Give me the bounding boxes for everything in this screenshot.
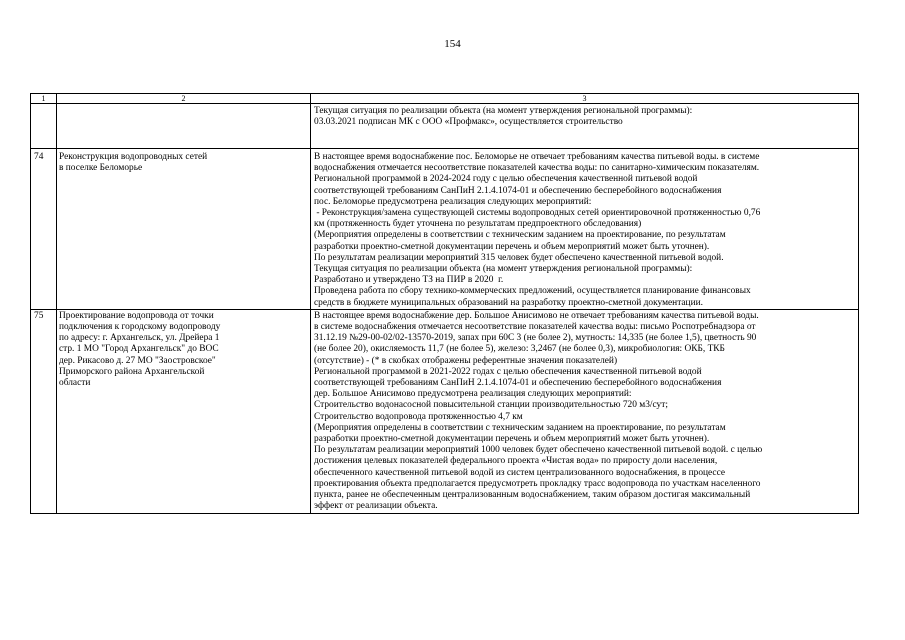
description-line: эффект от реализации объекта. (314, 501, 438, 512)
column-number-1: 1 (31, 94, 57, 104)
continuation-desc-cell (311, 104, 859, 149)
column-number-2: 2 (57, 94, 311, 104)
description-line: км (протяженность будет уточнена по результатам предпроектного обследования) (314, 219, 642, 230)
column-number-3: 3 (311, 94, 859, 104)
page-number: 154 (444, 38, 461, 50)
description-line: средств в бюджете муниципальных образований на разработку проектно-сметной документации. (314, 297, 703, 308)
description-line: Текущая ситуация по реализации объекта (на момент утверждения региональной программы): (314, 264, 693, 275)
description-line: (отсутствие) - (* в скобках отображены референтные значения показателей) (314, 355, 618, 366)
description-line: - Реконструкция/замена существующей системы водопроводных сетей ориентировочной протяженностью 0,76 (314, 208, 761, 219)
description-line: Региональной программой в 2021-2022 годах с целью обеспечения качественной питьевой водой (314, 366, 702, 377)
continuation-name-cell (57, 104, 311, 149)
object-name-line: дер. Рикасово д. 27 МО "Заостровское" (59, 355, 216, 366)
object-name-line: стр. 1 МО "Город Архангельск" до ВОС (59, 344, 219, 355)
object-name-line: Реконструкция водопроводных сетей (59, 152, 208, 162)
description-line: Проведена работа по сбору технико-коммерческих предложений, осуществляется планирование финансовых (314, 286, 751, 297)
description-line: водоснабжения отмечается несоответствие показателей качества воды: по санитарно-химическим показателям. (314, 163, 760, 174)
description-line: (Мероприятия определены в соответствии с техническим заданием на проектирование, по результатам (314, 422, 726, 433)
description-line: пункта, ранее не обеспеченным централизованным водоснабжением, таким образом достигая максимальный (314, 490, 751, 501)
table-row-75 (31, 309, 859, 513)
continuation-line: Текущая ситуация по реализации объекта (на момент утверждения региональной программы): (314, 106, 693, 116)
description-line: В настоящее время водоснабжение дер. Большое Анисимово не отвечает требованиям качества питьевой воды. (314, 310, 759, 321)
description-line: (не более 20), окисляемость 11,7 (не более 5), железо: 3,2467 (не более 0,3), микробиология: ОКБ, ТКБ (314, 344, 725, 355)
object-name (57, 149, 311, 310)
object-name-line: подключения к городскому водопроводу (59, 322, 221, 333)
object-name-line: области (59, 378, 91, 389)
object-name-line: по адресу: г. Архангельск, ул. Дрейера 1 (59, 333, 220, 344)
description-line: В настоящее время водоснабжение пос. Беломорье не отвечает требованиям качества питьевой воды. в системе (314, 152, 760, 162)
description-line: соответствующей требованиям СанПиН 2.1.4.1074-01 и обеспечению бесперебойного водоснабжения (314, 185, 722, 196)
description-line: По результатам реализации мероприятий 1000 человек будет обеспечено качественной питьевой водой. с целью (314, 445, 763, 456)
object-name (57, 309, 311, 513)
continuation-num-cell (31, 104, 57, 149)
description-line: достижения целевых показателей федерального проекта «Чистая вода» по приросту доли населения, (314, 456, 718, 467)
object-description (311, 149, 859, 310)
description-line: соответствующей требованиям СанПиН 2.1.4.1074-01 и обеспечению бесперебойного водоснабжения (314, 378, 722, 389)
description-line: Разработано и утверждено ТЗ на ПИР в 2020 г. (314, 275, 504, 286)
object-name-line: Приморского района Архангельской (59, 366, 205, 377)
description-line: разработки проектно-сметной документации перечень и объем мероприятий может быть уточнен). (314, 241, 710, 252)
description-line: обеспеченного качественной питьевой водой из систем централизованного водоснабжения, в процессе (314, 467, 726, 478)
object-name-line: в поселке Беломорье (59, 163, 143, 174)
description-line: проектирования объекта предполагается предусмотреть прокладку трасс водопровода по участкам населенного (314, 478, 761, 489)
row-number: 74 (31, 149, 57, 310)
description-line: По результатам реализации мероприятий 315 человек будет обеспечено качественной питьевой водой. (314, 252, 724, 263)
table-header-row (31, 94, 859, 104)
object-description (311, 309, 859, 513)
row-number: 75 (31, 309, 57, 513)
description-line: пос. Беломорье предусмотрена реализация следующих мероприятий: (314, 196, 592, 207)
description-line: Строительство водопровода протяженностью 4,7 км (314, 411, 523, 422)
description-line: Региональной программой в 2024-2024 году с целью обеспечения качественной питьевой водой (314, 174, 698, 185)
description-line: в системе водоснабжения отмечается несоответствие показателей качества воды: письмо Роспотребнадзора от (314, 322, 756, 333)
continuation-line: 03.03.2021 подписан МК с ООО «Профмакс», осуществляется строительство (314, 117, 623, 128)
object-name-line: Проектирование водопровода от точки (59, 310, 214, 321)
description-line: дер. Большое Анисимово предусмотрена реализация следующих мероприятий: (314, 389, 632, 400)
table-row-74 (31, 149, 859, 310)
description-line: разработки проектно-сметной документации перечень и объем мероприятий может быть уточнен). (314, 434, 710, 445)
program-table (30, 93, 859, 514)
continuation-row (31, 104, 859, 149)
description-line: Строительство водонасосной повысительной станции производительностью 720 м3/сут; (314, 400, 668, 411)
description-line: (Мероприятия определены в соответствии с техническим заданием на проектирование, по результатам (314, 230, 726, 241)
description-line: 31.12.19 №29-00-02/02-13570-2019, запах при 60С 3 (не более 2), мутность: 14,335 (не более 1,5), цветность 90 (314, 333, 757, 344)
